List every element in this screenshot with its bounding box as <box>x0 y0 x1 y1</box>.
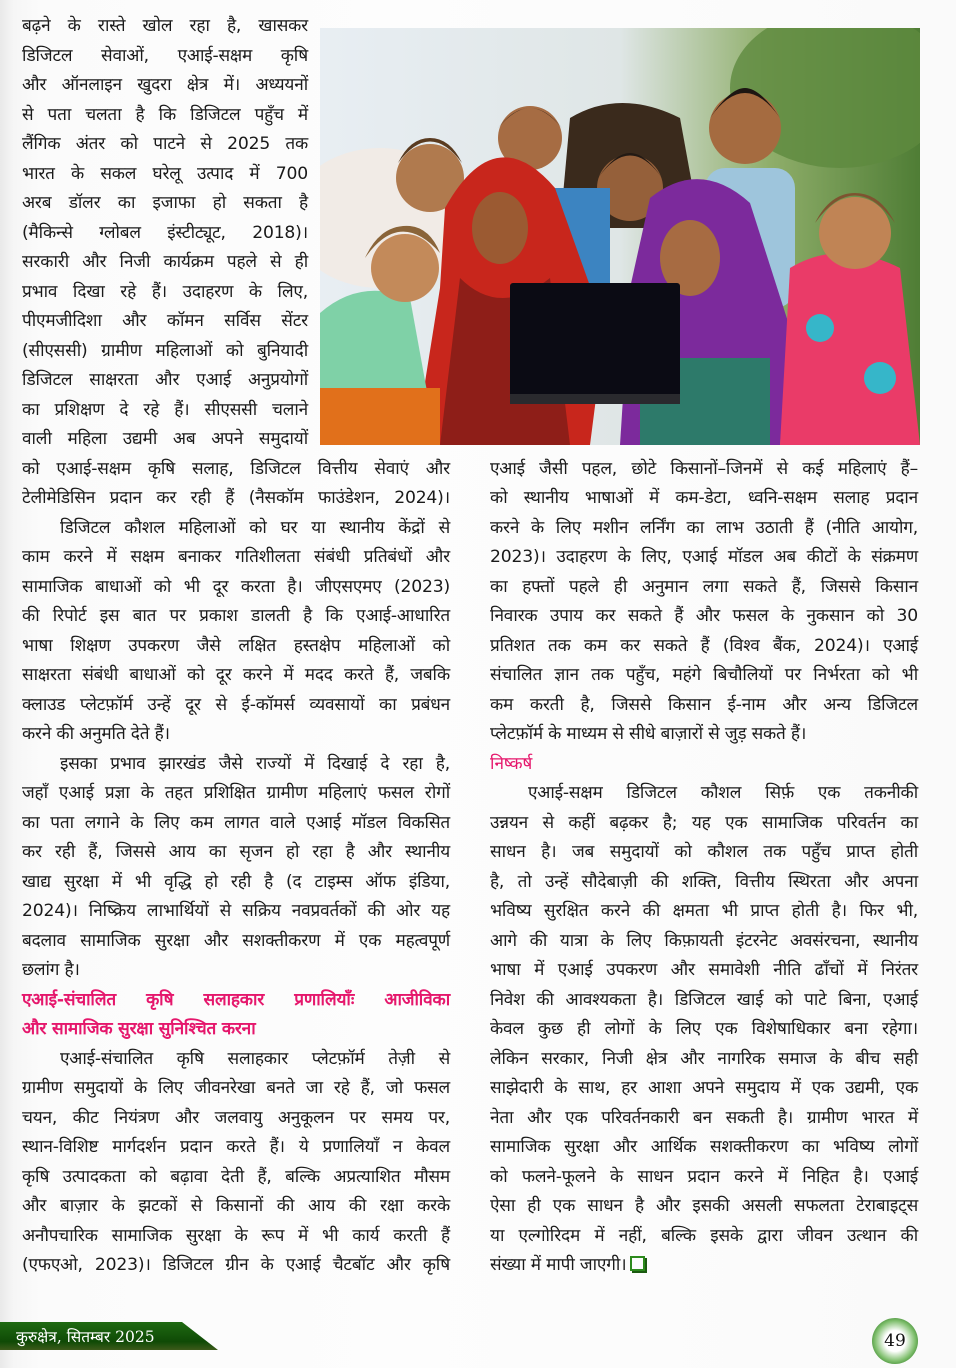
text-line: अरब डॉलर का इजाफा हो सकता है <box>22 193 308 213</box>
text-line: साझेदारी के साथ, हर आशा अपने समुदाय में एक उद्यमी, एक <box>490 1078 918 1098</box>
text-line: निवेश की आवश्यकता है। डिजिटल खाई को पाटे बिना, एआई <box>490 990 918 1010</box>
text-line: और ऑनलाइन खुदरा क्षेत्र में। अध्ययनों <box>22 75 308 95</box>
text-line: को एआई-सक्षम कृषि सलाह, डिजिटल वित्तीय सेवाएं और <box>22 459 450 479</box>
text-line: का प्रशिक्षण दे रहे हैं। सीएससी चलाने <box>22 400 308 420</box>
text-line: केवल कुछ ही लोगों के लिए एक विशेषाधिकार बना रहेगा। <box>490 1019 918 1039</box>
text-line: को फलने-फूलने के साधन प्रदान करने में निहित है। एआई <box>490 1167 918 1187</box>
text-line: डिजिटल सेवाओं, एआई-सक्षम कृषि <box>22 46 308 66</box>
text-line: से पता चलता है कि डिजिटल पहुँच में <box>22 105 308 125</box>
text-line: क्लाउड प्लेटफ़ॉर्म उन्हें दूर से ई-कॉमर्स व्यवसायों का प्रबंधन <box>22 695 450 715</box>
text-line: साक्षरता संबंधी बाधाओं को दूर करने में मदद करते हैं, जबकि <box>22 665 450 685</box>
text-line <box>490 1253 918 1279</box>
text-line: लेकिन सरकार, निजी क्षेत्र और नागरिक समाज के बीच सही <box>490 1049 918 1069</box>
article-photo <box>320 28 920 445</box>
text-line: (मैकिन्से ग्लोबल इंस्टीट्यूट, 2018)। <box>22 223 308 243</box>
text-line: एआई-संचालित कृषि सलाहकार प्लेटफ़ॉर्म तेज़ी से <box>60 1049 450 1069</box>
text-line: (एफएओ, 2023)। डिजिटल ग्रीन के एआई चैटबॉट और कृषि <box>22 1255 450 1275</box>
text-line: भाषा शिक्षण उपकरण जैसे लक्षित हस्तक्षेप महिलाओं को <box>22 636 450 656</box>
text-line: का पता लगाने के लिए कम लागत वाले एआई मॉडल विकसित <box>22 813 450 833</box>
text-line: ग्रामीण समुदायों के लिए जीवनरेखा बनते जा रहे हैं, जो फसल <box>22 1078 450 1098</box>
page-number: 49 <box>884 1331 906 1351</box>
text-line: का हफ्तों पहले ही अनुमान लगा सकते हैं, जिससे किसान <box>490 577 918 597</box>
conclusion-heading: निष्कर्ष <box>490 754 533 774</box>
text-line: नेता और एक परिवर्तनकारी बन सकती है। ग्रामीण भारत में <box>490 1108 918 1128</box>
text-line: अनौपचारिक सामाजिक सुरक्षा के रूप में भी कार्य करती हैं <box>22 1226 450 1246</box>
section-heading: और सामाजिक सुरक्षा सुनिश्चित करना <box>22 1019 256 1039</box>
text-line: काम करने में सक्षम बनाकर गतिशीलता संबंधी प्रतिबंधों और <box>22 547 450 567</box>
text-line: छलांग है। <box>22 960 80 980</box>
text-line: को स्थानीय भाषाओं में कम-डेटा, ध्वनि-सक्षम सलाह प्रदान <box>490 488 918 508</box>
text-line: प्रतिशत तक कम कर सकते हैं (विश्व बैंक, 2024)। एआई <box>490 636 918 656</box>
text-line: प्लेटफ़ॉर्म के माध्यम से सीधे बाज़ारों से जुड़ सकते हैं। <box>490 724 807 744</box>
text-line: संचालित ज्ञान तक पहुँच, महंगे बिचौलियों पर निर्भरता को भी <box>490 665 918 685</box>
text-line: सामाजिक बाधाओं को भी दूर करता है। जीएसएमए (2023) <box>22 577 450 597</box>
text-line: चयन, कीट नियंत्रण और जलवायु अनुकूलन पर समय पर, <box>22 1108 450 1128</box>
text-line: भाषा में एआई उपकरण और समावेशी नीति ढाँचों में निरंतर <box>490 960 918 980</box>
text-line: टेलीमेडिसिन प्रदान कर रही हैं (नैसकॉम फाउंडेशन, 2024)। <box>22 488 450 508</box>
text-line: डिजिटल साक्षरता और एआई अनुप्रयोगों <box>22 370 308 390</box>
photo-illustration-icon <box>320 28 920 445</box>
text-line: और बाज़ार के झटकों से किसानों की आय की रक्षा करके <box>22 1196 450 1216</box>
page-number-badge <box>872 1318 918 1364</box>
text-line: या एल्गोरिदम में नहीं, बल्कि इसके द्वारा जीवन उत्थान की <box>490 1226 918 1246</box>
text-line: प्रभाव दिखा रहे हैं। उदाहरण के लिए, <box>22 282 308 302</box>
text-line: सामाजिक सुरक्षा और आर्थिक सशक्तीकरण का भविष्य लोगों <box>490 1137 918 1157</box>
text-line: 2024)। निष्क्रिय लाभार्थियों से सक्रिय नवप्रवर्तकों की ओर यह <box>22 901 450 921</box>
text-line: करने की अनुमति देते हैं। <box>22 724 170 744</box>
text-line: बदलाव सामाजिक सुरक्षा और सशक्तीकरण में एक महत्वपूर्ण <box>22 931 450 951</box>
text-line: वाली महिला उद्यमी अब अपने समुदायों <box>22 429 308 449</box>
text-line: (सीएससी) ग्रामीण महिलाओं को बुनियादी <box>22 341 308 361</box>
text-line: पीएमजीदिशा और कॉमन सर्विस सेंटर <box>22 311 308 331</box>
hollow-square-icon <box>630 1256 645 1271</box>
text-line: आगे की यात्रा के लिए किफ़ायती इंटरनेट अवसंरचना, स्थानीय <box>490 931 918 951</box>
text-line: स्थान-विशिष्ट मार्गदर्शन प्रदान करते हैं। ये प्रणालियाँ न केवल <box>22 1137 450 1157</box>
text-line: करने के लिए मशीन लर्निंग का लाभ उठाती हैं (नीति आयोग, <box>490 518 918 538</box>
text-line: कर रही हैं, जिससे आय का सृजन हो रहा है और स्थानीय <box>22 842 450 862</box>
text-line: सरकारी और निजी कार्यक्रम पहले से ही <box>22 252 308 272</box>
text-line: इसका प्रभाव झारखंड जैसे राज्यों में दिखाई दे रहा है, <box>60 754 450 774</box>
magazine-issue-label: कुरुक्षेत्र, सितम्बर 2025 <box>16 1328 155 1346</box>
text-line: निवारक उपाय कर सकते हैं और फसल के नुकसान को 30 <box>490 606 918 626</box>
text-line: भविष्य सुरक्षित करने की क्षमता भी प्राप्त होती है। फिर भी, <box>490 901 918 921</box>
text-line: भारत के सकल घरेलू उत्पाद में 700 <box>22 164 308 184</box>
text-line: उन्नयन से कहीं बढ़कर है; यह एक सामाजिक परिवर्तन का <box>490 813 918 833</box>
text-line: बढ़ने के रास्ते खोल रहा है, खासकर <box>22 16 308 36</box>
text-line: है, तो उन्हें सौदेबाज़ी की शक्ति, वित्तीय स्थिरता और अपना <box>490 872 918 892</box>
text-line: कम करती है, जिससे किसान ई-नाम और अन्य डिजिटल <box>490 695 918 715</box>
section-heading: एआई-संचालित कृषि सलाहकार प्रणालियाँः आजीविका <box>22 990 450 1010</box>
text-line: खाद्य सुरक्षा में भी वृद्धि हो रही है (द टाइम्स ऑफ इंडिया, <box>22 872 450 892</box>
text-line: साधन है। जब समुदायों को कौशल तक पहुँच प्राप्त होती <box>490 842 918 862</box>
text-line: एआई-सक्षम डिजिटल कौशल सिर्फ़ एक तकनीकी <box>528 783 918 803</box>
text-line: की रिपोर्ट इस बात पर प्रकाश डालती है कि एआई-आधारित <box>22 606 450 626</box>
text-line: एआई जैसी पहल, छोटे किसानों–जिनमें से कई महिलाएं हैं– <box>490 459 918 479</box>
text-line: ऐसा ही एक साधन है और इसकी असली सफलता टेराबाइट्स <box>490 1196 918 1216</box>
text-line-final: संख्या में मापी जाएगी। <box>490 1255 627 1275</box>
text-line: लैंगिक अंतर को पाटने से 2025 तक <box>22 134 308 154</box>
text-line: 2023)। उदाहरण के लिए, एआई मॉडल अब कीटों के संक्रमण <box>490 547 918 567</box>
text-line: कृषि उत्पादकता को बढ़ावा देती हैं, बल्कि अप्रत्याशित मौसम <box>22 1167 450 1187</box>
text-line: डिजिटल कौशल महिलाओं को घर या स्थानीय केंद्रों से <box>60 518 450 538</box>
text-line: जहाँ एआई प्रज्ञा के तहत प्रशिक्षित ग्रामीण महिलाएं फसल रोगों <box>22 783 450 803</box>
